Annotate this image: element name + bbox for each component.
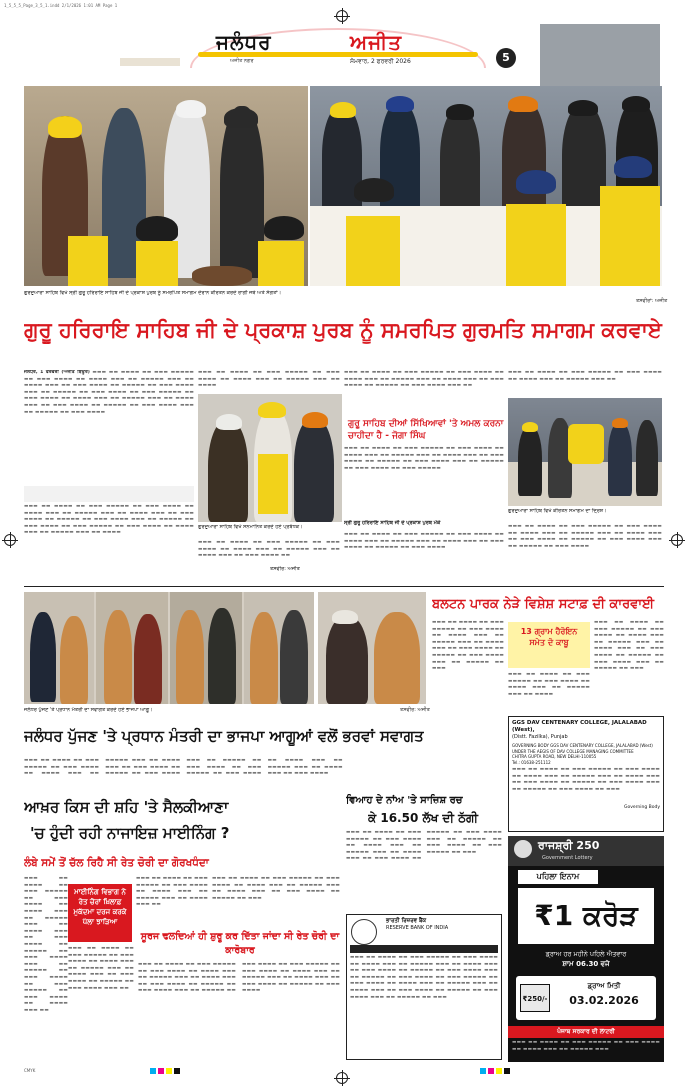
mining-box: ਮਾਈਨਿੰਗ ਵਿਭਾਗ ਨੇ ਰੇਤ ਚੋਰਾਂ ਖ਼ਿਲਾਫ਼ ਮੁਕੱਦਮਾ ਦਰਜ ਕਰਕੇ ਪੱਲਾ ਝਾੜਿਆ	[68, 884, 132, 942]
bank-ad-band	[350, 945, 498, 953]
lottery-time: ਸ਼ਾਮ 06.30 ਵਜੇ	[562, 960, 610, 968]
page-number: 5	[496, 48, 516, 68]
college-governing: GOVERNING BODY GGS DAV CENTENARY COLLEGE, JALALABAD (West)	[512, 743, 653, 748]
mining-subhead: ਲੰਬੇ ਸਮੇਂ ਤੋਂ ਚੱਲ ਰਿਹੈ ਸੀ ਰੇਤ ਚੋਰੀ ਦਾ ਗੋਰਖਧੰਦਾ	[24, 857, 209, 869]
swatch-black	[174, 1068, 180, 1074]
swatch-magenta-2	[488, 1068, 494, 1074]
lottery-draw-label: ਡ੍ਰਾਅ ਮਿਤੀ	[587, 982, 621, 990]
bank-ad	[346, 914, 502, 1060]
mining-headline-2: 'ਚ ਹੁੰਦੀ ਰਹੀ ਨਾਜਾਇਜ਼ ਮਾਈਨਿੰਗ ?	[30, 824, 230, 842]
story1-right-photo	[508, 398, 662, 506]
mining-col1: ▬▬▬ ▬▬ ▬▬▬▬ ▬▬ ▬▬▬ ▬▬▬▬▬ ▬▬ ▬▬▬ ▬▬▬▬ ▬▬ ▬▬▬▬ ▬▬▬ ▬▬ ▬▬▬▬▬ ▬▬▬ ▬▬ ▬▬▬▬ ▬▬▬ ▬▬ ▬▬▬ ▬▬▬▬ ▬▬ ▬▬▬▬▬ ▬▬ ▬▬▬ ▬▬▬▬ ▬▬▬ ▬▬ ▬▬▬▬▬ ▬▬ ▬▬▬ ▬▬▬▬ ▬▬ ▬▬▬ ▬▬▬▬▬ ▬▬ ▬▬▬ ▬▬▬▬ ▬▬ ▬▬▬▬ ▬▬▬ ▬▬	[24, 876, 68, 1013]
masthead-title-jalandhar: ਜਲੰਧਰ	[216, 30, 272, 54]
lottery-brand: ਰਾਜਸ਼੍ਰੀ 250	[538, 839, 600, 852]
top-photo-caption: ਗੁਰਦੁਆਰਾ ਸਾਹਿਬ ਵਿਖੇ ਸ੍ਰੀ ਗੁਰੂ ਹਰਿਰਾਇ ਸਾਹਿਬ ਜੀ ਦੇ ਪ੍ਰਕਾਸ਼ ਪੁਰਬ ਨੂੰ ਸਮਰਪਿਤ ਸਮਾਗਮ ਦੌਰਾਨ ਕੀਰਤਨ ਕਰਦੇ ਰਾਗੀ ਜਥੇ ਅਤੇ ਸੰਗਤਾਂ।	[24, 290, 282, 296]
print-slug: 1_5_5_5_Page_3_5_1.indd 2/1/2026 1:01 AM Page 1	[4, 3, 118, 8]
story1-inner-caption: ਗੁਰਦੁਆਰਾ ਸਾਹਿਬ ਵਿਖੇ ਸਨਮਾਨਿਤ ਕਰਦੇ ਹੋਏ ਪ੍ਰਬੰਧਕ।	[198, 524, 303, 530]
college-district: (Distt. Fazilka), Punjab	[512, 734, 568, 740]
fraud-body: ▬▬▬ ▬▬ ▬▬▬▬ ▬▬ ▬▬▬ ▬▬▬▬▬ ▬▬ ▬▬▬ ▬▬▬▬ ▬▬ ▬▬▬▬ ▬▬▬ ▬▬ ▬▬▬▬▬ ▬▬▬ ▬▬ ▬▬▬▬ ▬▬▬ ▬▬ ▬▬▬ ▬▬▬▬ ▬▬ ▬▬▬▬▬ ▬▬ ▬▬▬ ▬▬▬▬ ▬▬▬ ▬▬ ▬▬▬▬▬ ▬▬ ▬▬▬ ▬▬▬▬ ▬▬ ▬▬▬ ▬▬▬▬▬ ▬▬ ▬▬▬	[346, 830, 502, 862]
bank-ad-body: ▬▬▬ ▬▬ ▬▬▬▬ ▬▬ ▬▬▬ ▬▬▬▬▬ ▬▬ ▬▬▬ ▬▬▬▬ ▬▬ ▬▬▬▬ ▬▬▬ ▬▬ ▬▬▬▬▬ ▬▬▬ ▬▬ ▬▬▬▬ ▬▬▬ ▬▬ ▬▬▬ ▬▬▬▬ ▬▬ ▬▬▬▬▬ ▬▬ ▬▬▬ ▬▬▬▬ ▬▬▬ ▬▬ ▬▬▬▬▬ ▬▬ ▬▬▬ ▬▬▬▬ ▬▬ ▬▬▬ ▬▬▬▬▬ ▬▬ ▬▬▬ ▬▬▬▬ ▬▬ ▬▬▬▬ ▬▬▬ ▬▬ ▬▬▬▬▬ ▬▬▬ ▬▬ ▬▬▬▬ ▬▬▬ ▬▬ ▬▬▬ ▬▬▬▬ ▬▬ ▬▬▬▬▬ ▬▬ ▬▬▬ ▬▬▬▬ ▬▬▬ ▬▬ ▬▬▬▬▬ ▬▬ ▬▬▬	[350, 955, 498, 1000]
story1-subhead-band	[24, 486, 194, 502]
lottery-ad	[508, 836, 664, 1062]
mining-quote: ਸੂਰਜ ਢਲਦਿਆਂ ਹੀ ਸ਼ੁਰੂ ਕਰ ਦਿੱਤਾ ਜਾਂਦਾ ਸੀ ਰੇਤ ਚੋਰੀ ਦਾ ਕਾਰੋਬਾਰ	[140, 931, 340, 956]
story1-sub-caption: ਸ੍ਰੀ ਗੁਰੂ ਹਰਿਰਾਇ ਸਾਹਿਬ ਜੀ ਦੇ ਪ੍ਰਕਾਸ਼ ਪੁਰਬ ਮੌਕੇ	[344, 520, 441, 526]
swatch-black-2	[504, 1068, 510, 1074]
special-staff-col3: ▬▬▬ ▬▬ ▬▬▬▬ ▬▬ ▬▬▬ ▬▬▬▬▬ ▬▬ ▬▬▬ ▬▬▬▬ ▬▬ ▬▬▬▬ ▬▬▬ ▬▬ ▬▬▬▬▬ ▬▬▬ ▬▬ ▬▬▬▬ ▬▬▬ ▬▬ ▬▬▬ ▬▬▬▬ ▬▬ ▬▬▬▬▬ ▬▬ ▬▬▬ ▬▬▬▬ ▬▬▬ ▬▬ ▬▬▬▬▬ ▬▬ ▬▬▬	[594, 620, 664, 672]
special-staff-col1: ▬▬▬ ▬▬ ▬▬▬▬ ▬▬ ▬▬▬ ▬▬▬▬▬ ▬▬ ▬▬▬ ▬▬▬▬ ▬▬ ▬▬▬▬ ▬▬▬ ▬▬ ▬▬▬▬▬ ▬▬▬ ▬▬ ▬▬▬▬ ▬▬▬ ▬▬ ▬▬▬ ▬▬▬▬ ▬▬ ▬▬▬▬▬ ▬▬ ▬▬▬ ▬▬▬▬ ▬▬▬ ▬▬ ▬▬▬▬▬ ▬▬ ▬▬▬	[432, 620, 504, 672]
special-staff-col2: ▬▬▬ ▬▬ ▬▬▬▬ ▬▬ ▬▬▬ ▬▬▬▬▬ ▬▬ ▬▬▬ ▬▬▬▬ ▬▬ ▬▬▬▬ ▬▬▬ ▬▬ ▬▬▬▬▬ ▬▬▬ ▬▬ ▬▬▬▬	[508, 672, 590, 697]
modi-photo-right	[318, 592, 426, 704]
story1-col3-end: ▬▬▬ ▬▬ ▬▬▬▬ ▬▬ ▬▬▬ ▬▬▬▬▬ ▬▬ ▬▬▬ ▬▬▬▬ ▬▬ ▬▬▬▬ ▬▬▬ ▬▬ ▬▬▬▬▬ ▬▬▬ ▬▬ ▬▬▬▬ ▬▬▬ ▬▬ ▬▬▬ ▬▬▬▬ ▬▬ ▬▬▬▬▬ ▬▬ ▬▬▬ ▬▬▬▬	[344, 532, 504, 551]
story1-pullquote: ਗੁਰੂ ਸਾਹਿਬ ਦੀਆਂ ਸਿੱਖਿਆਵਾਂ 'ਤੇ ਅਮਲ ਕਰਨਾ ਚਾਹੀਦਾ ਹੈ - ਜੋਗਾ ਸਿੰਘ	[348, 419, 504, 441]
story1-col3-bottom: ▬▬▬ ▬▬ ▬▬▬▬ ▬▬ ▬▬▬ ▬▬▬▬▬ ▬▬ ▬▬▬ ▬▬▬▬ ▬▬ ▬▬▬▬ ▬▬▬ ▬▬ ▬▬▬▬▬ ▬▬▬ ▬▬ ▬▬▬▬ ▬▬▬ ▬▬ ▬▬▬ ▬▬▬▬ ▬▬ ▬▬▬▬▬ ▬▬ ▬▬▬ ▬▬▬▬ ▬▬▬ ▬▬ ▬▬▬▬▬ ▬▬ ▬▬▬ ▬▬▬▬ ▬▬ ▬▬▬ ▬▬▬▬▬	[344, 446, 504, 471]
story1-dateline: ਜਲੰਧਰ, 1 ਫਰਵਰੀ (ਅਜੀਤ ਬਿਊਰੋ)	[24, 370, 90, 375]
mining-col2: ▬▬▬ ▬▬ ▬▬▬▬ ▬▬ ▬▬▬ ▬▬▬▬▬ ▬▬ ▬▬▬ ▬▬▬▬ ▬▬ ▬▬▬▬ ▬▬▬ ▬▬ ▬▬▬▬▬ ▬▬▬ ▬▬ ▬▬▬▬ ▬▬▬ ▬▬	[136, 876, 208, 908]
main-headline: ਗੁਰੂ ਹਰਿਰਾਇ ਸਾਹਿਬ ਜੀ ਦੇ ਪ੍ਰਕਾਸ਼ ਪੁਰਬ ਨੂੰ ਸਮਰਪਿਤ ਗੁਰਮਤਿ ਸਮਾਗਮ ਕਰਵਾਏ	[24, 318, 662, 342]
mining-col4: ▬▬▬ ▬▬ ▬▬▬▬ ▬▬ ▬▬▬ ▬▬▬▬▬ ▬▬ ▬▬▬ ▬▬▬▬ ▬▬ ▬▬▬▬ ▬▬▬ ▬▬ ▬▬▬▬▬ ▬▬▬ ▬▬ ▬▬▬▬ ▬▬▬ ▬▬ ▬▬▬ ▬▬▬▬ ▬▬ ▬▬▬▬▬ ▬▬ ▬▬▬ ▬▬▬▬ ▬▬▬ ▬▬	[68, 946, 134, 991]
swatch-cyan-2	[480, 1068, 486, 1074]
college-managing: UNDER THE AEGIS OF DAV COLLEGE MANAGING COMMITTEE	[512, 748, 634, 754]
college-ad	[508, 716, 664, 832]
story1-inner-photo	[198, 394, 342, 522]
color-bar-label: CMYK	[24, 1068, 36, 1073]
story1-col2-top: ▬▬▬ ▬▬ ▬▬▬▬ ▬▬ ▬▬▬ ▬▬▬▬▬ ▬▬ ▬▬▬ ▬▬▬▬ ▬▬ ▬▬▬▬ ▬▬▬ ▬▬ ▬▬▬▬▬ ▬▬▬ ▬▬ ▬▬▬▬	[198, 370, 340, 389]
top-photo-credit: ਤਸਵੀਰਾਂ: ਅਜੀਤ	[636, 298, 668, 304]
college-signature: Governing Body	[623, 805, 660, 810]
mining-col5: ▬▬▬ ▬▬ ▬▬▬▬ ▬▬ ▬▬▬ ▬▬▬▬▬ ▬▬ ▬▬▬ ▬▬▬▬ ▬▬ ▬▬▬▬ ▬▬▬ ▬▬ ▬▬▬▬▬ ▬▬▬ ▬▬ ▬▬▬▬ ▬▬▬ ▬▬ ▬▬▬ ▬▬▬▬ ▬▬ ▬▬▬▬▬ ▬▬ ▬▬▬ ▬▬▬▬ ▬▬▬ ▬▬ ▬▬▬▬▬ ▬▬ ▬▬▬ ▬▬▬▬ ▬▬ ▬▬▬ ▬▬▬▬▬ ▬▬ ▬▬▬ ▬▬▬▬ ▬▬ ▬▬▬▬ ▬▬▬ ▬▬ ▬▬▬▬▬ ▬▬▬ ▬▬ ▬▬▬▬ ▬▬▬ ▬▬ ▬▬▬ ▬▬▬▬ ▬▬ ▬▬▬▬▬ ▬▬ ▬▬▬ ▬▬▬▬	[138, 962, 340, 994]
story1-col1: ਜਲੰਧਰ, 1 ਫਰਵਰੀ (ਅਜੀਤ ਬਿਊਰੋ) ▬▬▬ ▬▬ ▬▬▬▬ ▬▬ ▬▬▬ ▬▬▬▬▬ ▬▬ ▬▬▬ ▬▬▬▬ ▬▬ ▬▬▬▬ ▬▬▬ ▬▬ ▬▬▬▬▬ ▬▬▬ ▬▬ ▬▬▬▬ ▬▬▬ ▬▬ ▬▬▬ ▬▬▬▬ ▬▬ ▬▬▬▬▬ ▬▬ ▬▬▬ ▬▬▬▬ ▬▬▬ ▬▬ ▬▬▬▬▬ ▬▬ ▬▬▬ ▬▬▬▬ ▬▬ ▬▬▬ ▬▬▬▬▬ ▬▬ ▬▬▬ ▬▬▬▬ ▬▬ ▬▬▬▬ ▬▬▬ ▬▬ ▬▬▬▬▬ ▬▬▬ ▬▬ ▬▬▬▬ ▬▬▬ ▬▬ ▬▬▬ ▬▬▬▬ ▬▬ ▬▬▬▬▬ ▬▬ ▬▬▬ ▬▬▬▬ ▬▬▬ ▬▬ ▬▬▬▬▬ ▬▬ ▬▬▬ ▬▬▬▬	[24, 370, 194, 415]
lottery-first-prize: ਪਹਿਲਾ ਇਨਾਮ	[518, 870, 598, 884]
college-name: GGS DAV CENTENARY COLLEGE, JALALABAD (West),	[512, 720, 647, 733]
swatch-yellow	[166, 1068, 172, 1074]
swatch-cyan	[150, 1068, 156, 1074]
college-address: CHITRA GUPTA ROAD, NEW DELHI-110055	[512, 754, 597, 759]
story1-col1b: ▬▬▬ ▬▬ ▬▬▬▬ ▬▬ ▬▬▬ ▬▬▬▬▬ ▬▬ ▬▬▬ ▬▬▬▬ ▬▬ ▬▬▬▬ ▬▬▬ ▬▬ ▬▬▬▬▬ ▬▬▬ ▬▬ ▬▬▬▬ ▬▬▬ ▬▬ ▬▬▬ ▬▬▬▬ ▬▬ ▬▬▬▬▬ ▬▬ ▬▬▬ ▬▬▬▬ ▬▬▬ ▬▬ ▬▬▬▬▬ ▬▬ ▬▬▬ ▬▬▬▬ ▬▬ ▬▬▬ ▬▬▬▬▬ ▬▬ ▬▬▬ ▬▬▬▬ ▬▬ ▬▬▬▬ ▬▬▬ ▬▬ ▬▬▬▬▬ ▬▬▬ ▬▬ ▬▬▬▬	[24, 504, 194, 536]
lottery-sub: Government Lottery	[542, 855, 593, 861]
registration-mark-top	[336, 10, 348, 22]
lottery-logo-icon	[514, 840, 532, 858]
story1-col3-top: ▬▬▬ ▬▬ ▬▬▬▬ ▬▬ ▬▬▬ ▬▬▬▬▬ ▬▬ ▬▬▬ ▬▬▬▬ ▬▬ ▬▬▬▬ ▬▬▬ ▬▬ ▬▬▬▬▬ ▬▬▬ ▬▬ ▬▬▬▬ ▬▬▬ ▬▬ ▬▬▬ ▬▬▬▬ ▬▬ ▬▬▬▬▬ ▬▬ ▬▬▬ ▬▬▬▬ ▬▬▬ ▬▬	[344, 370, 504, 389]
special-staff-headline: ਬਲਟਨ ਪਾਰਕ ਨੇੜੇ ਵਿਸ਼ੇਸ਼ ਸਟਾਫ਼ ਦੀ ਕਾਰਵਾਈ	[432, 597, 655, 612]
top-photo-left	[24, 86, 308, 286]
bank-title-en: RESERVE BANK OF INDIA	[386, 925, 449, 931]
story1-right-caption: ਗੁਰਦੁਆਰਾ ਸਾਹਿਬ ਵਿਖੇ ਕੀਰਤਨ ਸਮਾਗਮ ਦਾ ਦ੍ਰਿਸ਼।	[508, 508, 607, 514]
story1-col2-bottom: ▬▬▬ ▬▬ ▬▬▬▬ ▬▬ ▬▬▬ ▬▬▬▬▬ ▬▬ ▬▬▬ ▬▬▬▬ ▬▬ ▬▬▬▬ ▬▬▬ ▬▬ ▬▬▬▬▬ ▬▬▬ ▬▬ ▬▬▬▬ ▬▬▬ ▬▬ ▬▬▬ ▬▬▬▬ ▬▬	[198, 540, 340, 559]
modi-headline: ਜਲੰਧਰ ਪੁੱਜਣ 'ਤੇ ਪ੍ਰਧਾਨ ਮੰਤਰੀ ਦਾ ਭਾਜਪਾ ਆਗੂਆਂ ਵਲੋਂ ਭਰਵਾਂ ਸਵਾਗਤ	[24, 727, 424, 745]
story1-inner-credit: ਤਸਵੀਰ: ਅਜੀਤ	[270, 566, 300, 572]
lottery-price: ₹250/-	[520, 984, 550, 1012]
registration-mark-right	[671, 534, 683, 546]
lottery-fine-print: ▬▬▬ ▬▬ ▬▬▬▬ ▬▬ ▬▬▬ ▬▬▬▬▬ ▬▬ ▬▬▬ ▬▬▬▬ ▬▬ ▬▬▬▬ ▬▬▬ ▬▬ ▬▬▬▬▬ ▬▬▬	[512, 1040, 660, 1052]
bank-logo-icon	[351, 919, 377, 945]
lottery-footer: ਪੰਜਾਬ ਸਰਕਾਰ ਦੀ ਲਾਟਰੀ	[508, 1026, 664, 1038]
divider-1	[24, 586, 664, 587]
special-staff-box: 13 ਗ੍ਰਾਮ ਹੈਰੋਇਨ ਸਮੇਤ ਦੋ ਕਾਬੂ	[508, 622, 590, 668]
masthead	[190, 28, 486, 74]
mining-col3: ▬▬▬ ▬▬ ▬▬▬▬ ▬▬ ▬▬▬ ▬▬▬▬▬ ▬▬ ▬▬▬ ▬▬▬▬ ▬▬ ▬▬▬▬ ▬▬▬ ▬▬ ▬▬▬▬▬ ▬▬▬ ▬▬ ▬▬▬▬ ▬▬▬ ▬▬ ▬▬▬ ▬▬▬▬ ▬▬ ▬▬▬▬▬ ▬▬ ▬▬▬	[212, 876, 340, 901]
fraud-headline-1: ਵਿਆਹ ਦੇ ਨਾਂਅ 'ਤੇ ਸਾਜ਼ਿਸ਼ ਰਚ	[346, 795, 463, 806]
masthead-subtitle: ਅਜੀਤ ਨਗਰ	[230, 58, 254, 64]
modi-body: ▬▬▬ ▬▬ ▬▬▬▬ ▬▬ ▬▬▬ ▬▬▬▬▬ ▬▬ ▬▬▬ ▬▬▬▬ ▬▬ ▬▬▬▬ ▬▬▬ ▬▬ ▬▬▬▬▬ ▬▬▬ ▬▬ ▬▬▬▬ ▬▬▬ ▬▬ ▬▬▬ ▬▬▬▬ ▬▬ ▬▬▬▬▬ ▬▬ ▬▬▬ ▬▬▬▬ ▬▬▬ ▬▬ ▬▬▬▬▬ ▬▬ ▬▬▬ ▬▬▬▬ ▬▬ ▬▬▬ ▬▬▬▬▬ ▬▬ ▬▬▬ ▬▬▬▬ ▬▬ ▬▬▬▬ ▬▬▬ ▬▬ ▬▬▬▬▬ ▬▬▬ ▬▬ ▬▬▬▬ ▬▬▬ ▬▬ ▬▬▬ ▬▬▬▬	[24, 758, 343, 777]
college-phone: Tel.: 01638-251112	[512, 759, 551, 765]
story1-col4-top: ▬▬▬ ▬▬ ▬▬▬▬ ▬▬ ▬▬▬ ▬▬▬▬▬ ▬▬ ▬▬▬ ▬▬▬▬ ▬▬ ▬▬▬▬ ▬▬▬ ▬▬ ▬▬▬▬▬ ▬▬▬ ▬▬	[508, 370, 662, 382]
registration-mark-bottom	[336, 1072, 348, 1084]
lottery-amount: ₹1 ਕਰੋੜ	[518, 888, 654, 944]
fraud-headline-2: ਕੇ 16.50 ਲੱਖ ਦੀ ਠੱਗੀ	[368, 811, 478, 825]
modi-photo-strip	[24, 592, 314, 704]
modi-photo-caption: ਜਲੰਧਰ ਪੁੱਜਣ 'ਤੇ ਪ੍ਰਧਾਨ ਮੰਤਰੀ ਦਾ ਸਵਾਗਤ ਕਰਦੇ ਹੋਏ ਭਾਜਪਾ ਆਗੂ।	[24, 707, 153, 713]
lottery-draw-date: 03.02.2026	[569, 994, 639, 1007]
mining-headline-1: ਆਖ਼ਰ ਕਿਸ ਦੀ ਸ਼ਹਿ 'ਤੇ ਸੈਲਕੀਆਣਾ	[24, 798, 229, 816]
masthead-ornament-left	[120, 58, 180, 66]
swatch-yellow-2	[496, 1068, 502, 1074]
registration-mark-left	[4, 534, 16, 546]
modi-photo-credit: ਤਸਵੀਰ: ਅਜੀਤ	[400, 707, 430, 713]
bank-title: ਭਾਰਤੀ ਰਿਜ਼ਰਵ ਬੈਂਕ	[386, 918, 427, 924]
college-ad-body: ▬▬▬ ▬▬ ▬▬▬▬ ▬▬ ▬▬▬ ▬▬▬▬▬ ▬▬ ▬▬▬ ▬▬▬▬ ▬▬ ▬▬▬▬ ▬▬▬ ▬▬ ▬▬▬▬▬ ▬▬▬ ▬▬ ▬▬▬▬ ▬▬▬ ▬▬ ▬▬▬ ▬▬▬▬ ▬▬ ▬▬▬▬▬ ▬▬ ▬▬▬ ▬▬▬▬ ▬▬▬ ▬▬ ▬▬▬▬▬ ▬▬ ▬▬▬ ▬▬▬▬ ▬▬ ▬▬▬	[512, 767, 660, 792]
masthead-title-ajit: ਅਜੀਤ	[350, 30, 403, 54]
masthead-building-photo	[540, 24, 660, 88]
top-photo-right	[310, 86, 662, 286]
masthead-date: ਸੋਮਵਾਰ, 2 ਫਰਵਰੀ 2026	[350, 58, 411, 65]
lottery-draw-text: ਡ੍ਰਾਅ ਹਰ ਮਹੀਨੇ ਪਹਿਲੇ ਐਤਵਾਰ	[545, 950, 627, 958]
story1-col4-bottom: ▬▬▬ ▬▬ ▬▬▬▬ ▬▬ ▬▬▬ ▬▬▬▬▬ ▬▬ ▬▬▬ ▬▬▬▬ ▬▬ ▬▬▬▬ ▬▬▬ ▬▬ ▬▬▬▬▬ ▬▬▬ ▬▬ ▬▬▬▬ ▬▬▬ ▬▬ ▬▬▬ ▬▬▬▬ ▬▬ ▬▬▬▬▬ ▬▬ ▬▬▬ ▬▬▬▬ ▬▬▬ ▬▬ ▬▬▬▬▬ ▬▬ ▬▬▬ ▬▬▬▬	[508, 524, 662, 549]
swatch-magenta	[158, 1068, 164, 1074]
